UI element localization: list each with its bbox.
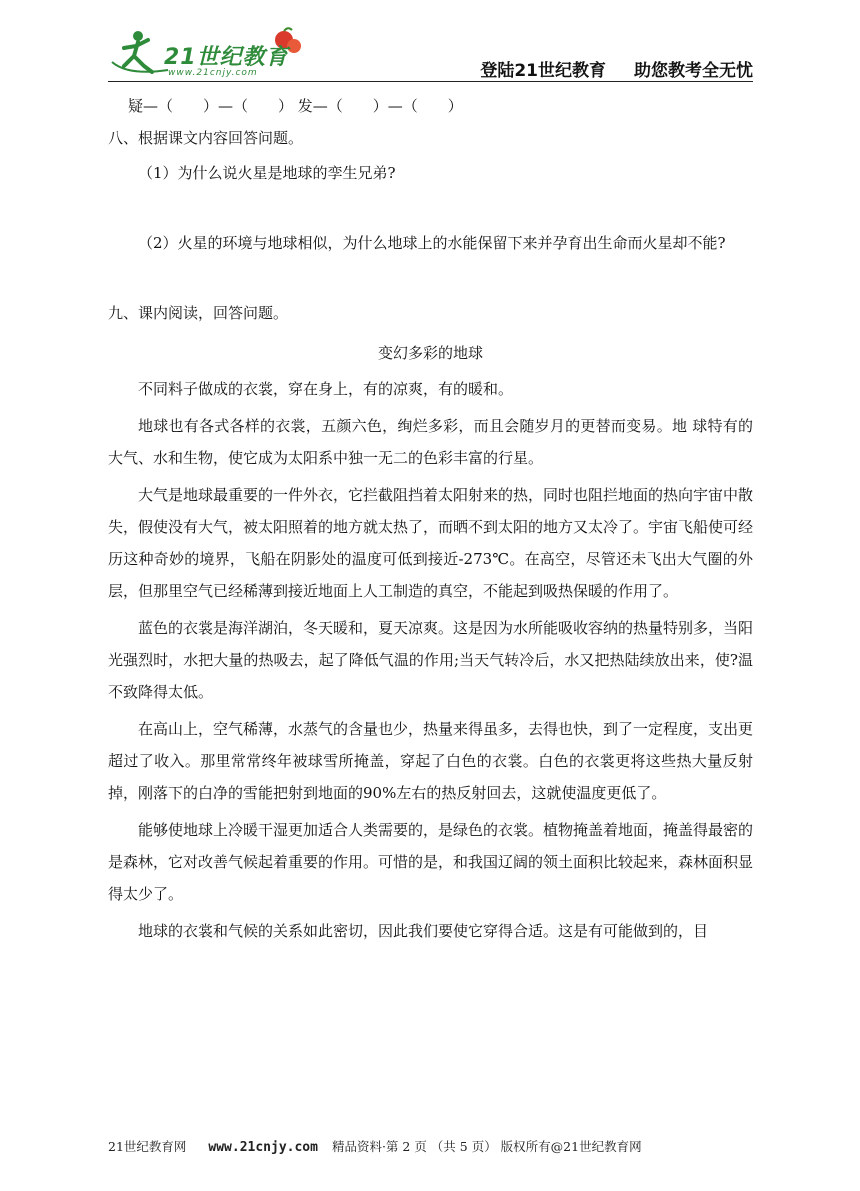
article-paragraph: 能够使地球上冷暖干湿更加适合人类需要的，是绿色的衣裳。植物掩盖着地面，掩盖得最密的是森林，它对改善气候起着重要的作用。可惜的是，和我国辽阔的领土面积比较起来，森林面积显得太少了。 <box>108 821 754 903</box>
slogan-left: 登陆21世纪教育 <box>480 61 606 81</box>
question-8-1: （1）为什么说火星是地球的孪生兄弟? <box>138 164 396 182</box>
footer-site: 21世纪教育网 <box>108 1139 187 1154</box>
logo-text: 21世纪教育 <box>164 45 289 70</box>
question-8-2: （2）火星的环境与地球相似，为什么地球上的水能保留下来并孕育出生命而火星却不能? <box>138 234 726 252</box>
question-8-heading: 八、根据课文内容回答问题。 <box>108 129 304 147</box>
slogan-right: 助您教考全无忧 <box>634 61 753 81</box>
article-paragraph: 在高山上，空气稀薄，水蒸气的含量也少，热量来得虽多，去得也快，到了一定程度，支出更超过了收入。那里常常终年被球雪所掩盖，穿起了白色的衣裳。白色的衣裳更将这些热大量反射掉，刚落下的白净的雪能把射到地面的90%左右的热反射回去，这就使温度更低了。 <box>108 720 754 802</box>
footer-page-info: 精品资料·第 2 页 （共 5 页） 版权所有@21世纪教育网 <box>331 1139 642 1154</box>
article-title: 变幻多彩的地球 <box>377 344 483 362</box>
article-paragraph: 地球也有各式各样的衣裳，五颜六色，绚烂多彩，而且会随岁月的更替而变易。地 球特有的大气、水和生物，使它成为太阳系中独一无二的色彩丰富的行星。 <box>108 417 753 467</box>
fill-in-line: 疑—（ ）—（ ） 发—（ ）—（ ） <box>128 97 463 115</box>
document-body <box>108 92 753 947</box>
article-paragraph: 地球的衣裳和气候的关系如此密切，因此我们要使它穿得合适。这是有可能做到的，目 <box>138 922 709 940</box>
page-footer <box>108 1137 753 1155</box>
article-paragraph: 大气是地球最重要的一件外衣，它拦截阻挡着太阳射来的热，同时也阻拦地面的热向宇宙中散失，假使没有大气，被太阳照着的地方就太热了，而晒不到太阳的地方又太冷了。宇宙飞船使可经历这种奇妙的境界，飞船在阴影处的温度可低到接近-273℃。在高空，尽管还未飞出大气圈的外层，但那里空气已经稀薄到接近地面上人工制造的真空，不能起到吸热保暖的作用了。 <box>108 486 754 600</box>
article-paragraph: 不同料子做成的衣裳，穿在身上，有的凉爽，有的暖和。 <box>138 380 514 398</box>
logo-url: www.21cnjy.com <box>168 68 258 78</box>
site-logo[interactable] <box>108 26 308 80</box>
article-paragraph: 蓝色的衣裳是海洋湖泊，冬天暖和，夏天凉爽。这是因为水所能吸收容纳的热量特别多，当阳光强烈时，水把大量的热吸去，起了降低气温的作用;当天气转冷后，水又把热陆续放出来，使?温不致降得太低。 <box>108 619 754 701</box>
header-slogan <box>480 56 753 81</box>
page-header <box>108 26 753 82</box>
footer-url-link[interactable]: www.21cnjy.com <box>208 1140 318 1155</box>
question-9-heading: 九、课内阅读，回答问题。 <box>108 304 289 322</box>
header-divider <box>108 81 753 82</box>
